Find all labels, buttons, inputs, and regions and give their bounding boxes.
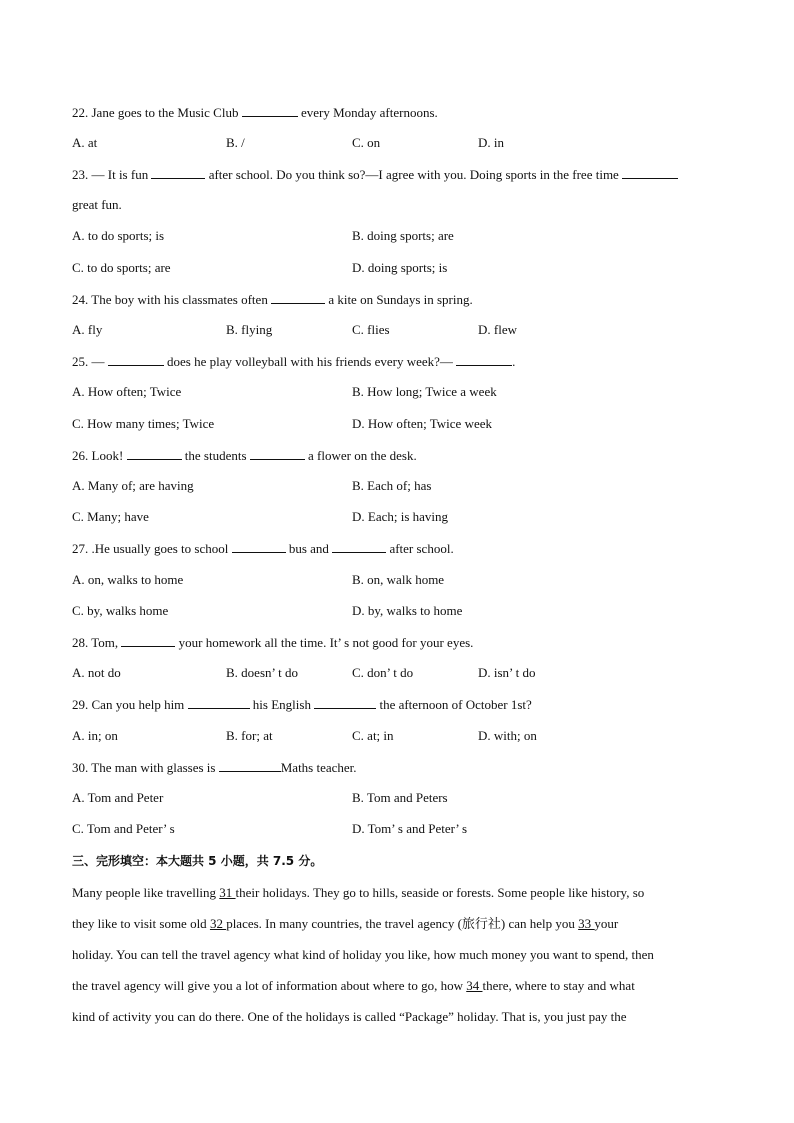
answer-blank: [250, 447, 305, 460]
passage-line-4: [72, 978, 722, 994]
q29-stem-a: 29. Can you help him: [72, 697, 185, 712]
q25-option-a: A. How often; Twice: [72, 384, 182, 399]
passage-text: your: [594, 916, 619, 931]
blank-34: 34: [466, 978, 483, 993]
passage-text: the travel agency will give you a lot of information about where to go, how: [72, 978, 467, 993]
q26-stem-a: 26. Look!: [72, 448, 124, 463]
answer-blank: [108, 353, 164, 366]
q23-option-d: D. doing sports; is: [352, 260, 448, 275]
passage-line-3: holiday. You can tell the travel agency what kind of holiday you like, how much money you want to spend, then: [72, 947, 654, 962]
q25-stem-a: 25. —: [72, 354, 105, 369]
passage-text: their holidays. They go to hills, seaside or forests. Some people like history, so: [235, 885, 645, 900]
q22-option-c: C. on: [352, 135, 381, 150]
q24-stem-b: a kite on Sundays in spring.: [328, 292, 473, 307]
question-22: [72, 104, 438, 121]
answer-blank: [456, 353, 512, 366]
q24-option-c: C. flies: [352, 322, 390, 337]
passage-text: Many people like travelling: [72, 885, 220, 900]
passage-text: they like to visit some old: [72, 916, 210, 931]
q30-option-c: C. Tom and Peter’ s: [72, 821, 175, 836]
q27-stem-a: 27. .He usually goes to school: [72, 541, 229, 556]
q28-option-b: B. doesn’ t do: [226, 665, 298, 680]
blank-31: 31: [219, 885, 236, 900]
q24-option-d: D. flew: [478, 322, 517, 337]
q22-stem-b: every Monday afternoons.: [300, 105, 438, 120]
question-27: [72, 540, 454, 557]
q28-option-a: A. not do: [72, 665, 121, 680]
q27-option-d: D. by, walks to home: [352, 603, 463, 618]
q22-option-b: B. /: [226, 135, 245, 150]
q28-option-d: D. isn’ t do: [478, 665, 536, 680]
q29-stem-b: his English: [252, 697, 311, 712]
q25-stem-c: .: [512, 354, 516, 369]
passage-line-5: kind of activity you can do there. One of the holidays is called “Package” holiday. That is, you just pay the: [72, 1009, 627, 1024]
answer-blank: [332, 540, 386, 553]
q22-option-a: A. at: [72, 135, 98, 150]
passage-text: places. In many countries, the travel agency (旅行社) can help you: [226, 916, 579, 931]
q29-option-a: A. in; on: [72, 728, 118, 743]
q26-option-a: A. Many of; are having: [72, 478, 194, 493]
q26-option-d: D. Each; is having: [352, 509, 449, 524]
answer-blank: [232, 540, 286, 553]
q25-stem-b: does he play volleyball with his friends every week?—: [167, 354, 453, 369]
q22-stem-a: 22. Jane goes to the Music Club: [72, 105, 239, 120]
q27-stem-b: bus and: [288, 541, 329, 556]
question-23: [72, 166, 678, 183]
question-29: [72, 696, 532, 713]
question-24: [72, 291, 473, 308]
answer-blank: [188, 696, 250, 709]
passage-line-2: [72, 916, 722, 932]
q27-stem-c: after school.: [389, 541, 454, 556]
answer-blank: [127, 447, 182, 460]
q29-option-c: C. at; in: [352, 728, 394, 743]
section-heading: 三、完形填空：本大题共 5 小题，共 7.5 分。: [72, 854, 323, 868]
q23-option-a: A. to do sports; is: [72, 228, 165, 243]
blank-32: 32: [209, 916, 227, 931]
question-28: [72, 634, 473, 651]
answer-blank: [242, 104, 298, 117]
question-30: [72, 759, 357, 776]
answer-blank: [314, 696, 376, 709]
q23-option-b: B. doing sports; are: [352, 228, 454, 243]
q30-option-b: B. Tom and Peters: [352, 790, 448, 805]
q26-option-c: C. Many; have: [72, 509, 149, 524]
answer-blank: [622, 166, 678, 179]
q27-option-b: B. on, walk home: [352, 572, 445, 587]
q30-stem-b: Maths teacher.: [280, 760, 357, 775]
q28-stem-a: 28. Tom,: [72, 635, 119, 650]
q23-stem-b: after school. Do you think so?—I agree with you. Doing sports in the free time: [208, 167, 619, 182]
q25-option-b: B. How long; Twice a week: [352, 384, 497, 399]
q23-stem-c: great fun.: [72, 197, 122, 212]
question-26: [72, 447, 417, 464]
q26-option-b: B. Each of; has: [352, 478, 432, 493]
q28-option-c: C. don’ t do: [352, 665, 414, 680]
q26-stem-b: the students: [184, 448, 247, 463]
q29-option-b: B. for; at: [226, 728, 273, 743]
q29-option-d: D. with; on: [478, 728, 537, 743]
q27-option-a: A. on, walks to home: [72, 572, 184, 587]
answer-blank: [151, 166, 205, 179]
q24-option-b: B. flying: [226, 322, 273, 337]
q24-stem-a: 24. The boy with his classmates often: [72, 292, 268, 307]
q27-option-c: C. by, walks home: [72, 603, 169, 618]
q23-stem-a: 23. — It is fun: [72, 167, 149, 182]
q28-stem-b: your homework all the time. It’ s not good for your eyes.: [178, 635, 474, 650]
q22-option-d: D. in: [478, 135, 504, 150]
blank-33: 33: [578, 916, 595, 931]
q25-option-d: D. How often; Twice week: [352, 416, 493, 431]
q24-option-a: A. fly: [72, 322, 103, 337]
answer-blank: [271, 291, 325, 304]
answer-blank: [219, 759, 281, 772]
passage-text: there, where to stay and what: [482, 978, 635, 993]
q30-option-a: A. Tom and Peter: [72, 790, 164, 805]
q25-option-c: C. How many times; Twice: [72, 416, 215, 431]
question-25: [72, 353, 515, 370]
q23-option-c: C. to do sports; are: [72, 260, 171, 275]
q30-stem-a: 30. The man with glasses is: [72, 760, 216, 775]
answer-blank: [121, 634, 175, 647]
passage-line-1: [72, 885, 722, 901]
q26-stem-c: a flower on the desk.: [308, 448, 417, 463]
q30-option-d: D. Tom’ s and Peter’ s: [352, 821, 468, 836]
q29-stem-c: the afternoon of October 1st?: [379, 697, 532, 712]
